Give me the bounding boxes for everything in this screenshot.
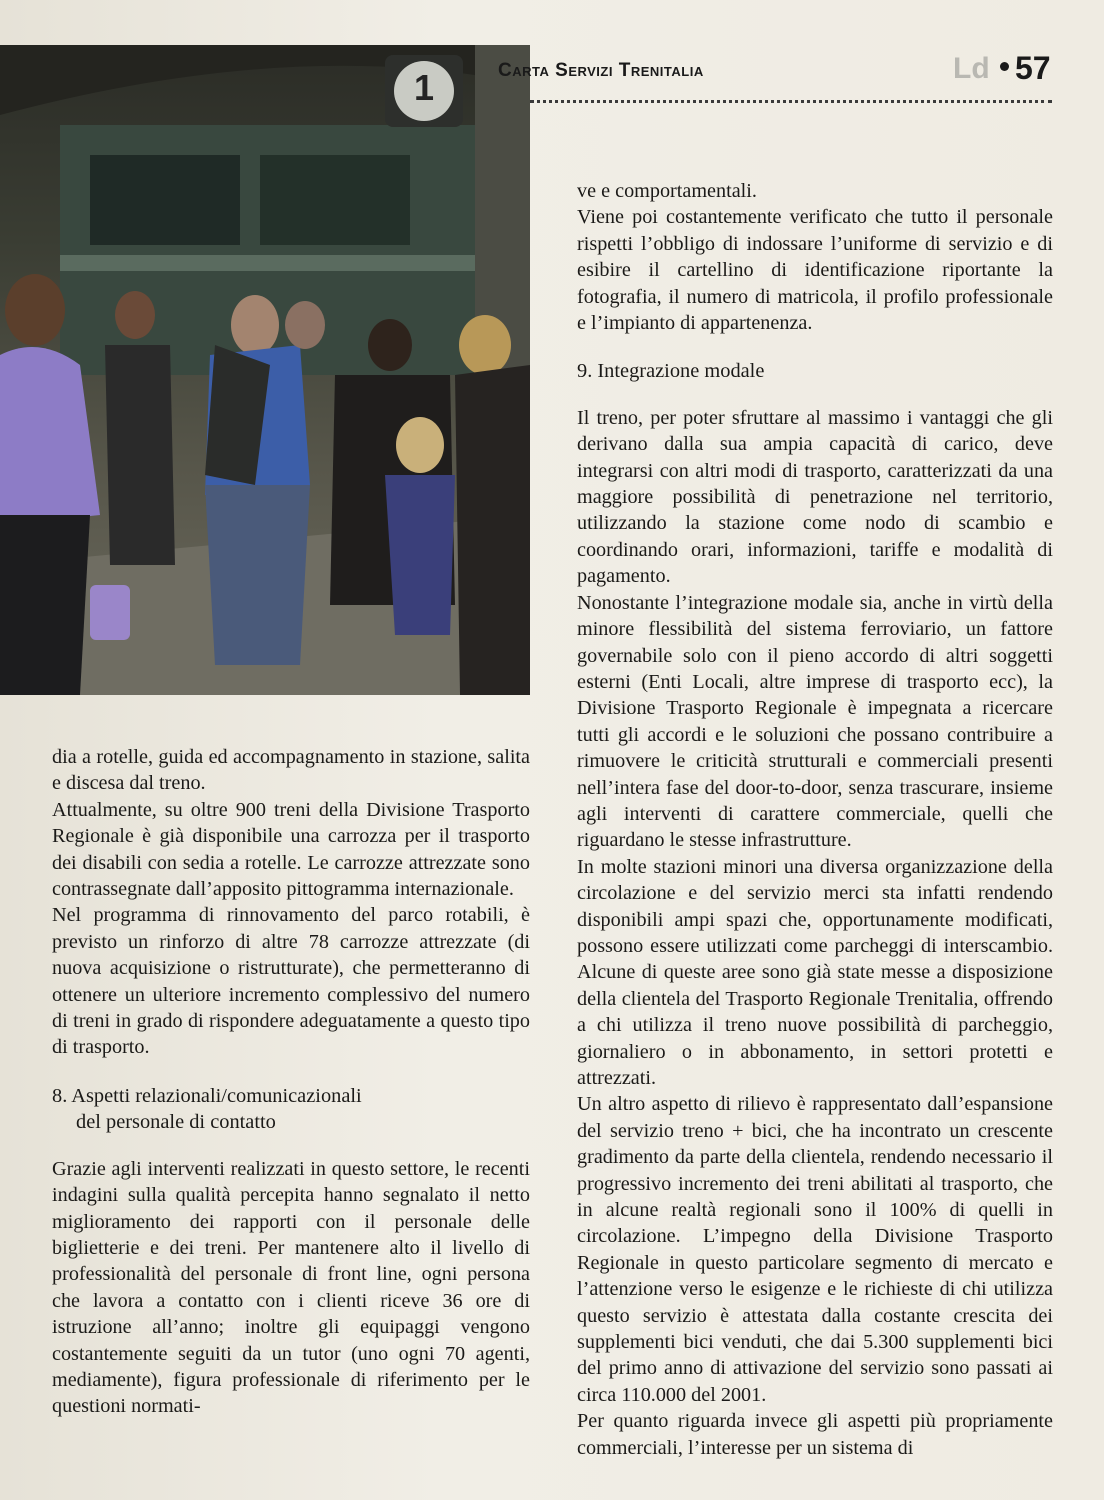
paragraph: Il treno, per poter sfruttare al massimo i vantaggi che gli derivano dalla sua ampia capacità di carico, deve integrarsi con altri modi di trasporto, caratterizzati da una maggiore possibilità di penetrazione nel territorio, utilizzando la stazione come nodo di scambio e coordinando orari, informazioni, tariffe e modalità di pagamento. bbox=[577, 406, 1053, 588]
section-heading-8 bbox=[52, 1083, 530, 1136]
paragraph: Nonostante l’integrazione modale sia, anche in virtù della minore flessibilità del sistema ferroviario, un fattore governabile solo con il pieno accordo di altri soggetti esterni (Enti Locali, altre imprese di trasporto ecc), la Divisione Trasporto Regionale è impegnata a ricercare tutti gli accordi e le soluzioni che possano contribuire a rimuovere le criticità strutturali e commerciali presenti nell’intera fase del door-to-door, senza trascurare, insieme agli interventi di carattere commerciale, quelli che riguardano le stesse infrastrutture. bbox=[577, 591, 1053, 852]
page-number: 57 bbox=[1015, 50, 1051, 86]
paragraph: Un altro aspetto di rilievo è rappresentato dall’espansione del servizio treno + bici, che ha incontrato un crescente gradimento da parte della clientela, rendendo necessario il progressivo incremento dei treni abilitati al trasporto, che in alcune realtà regionali sono il 100% di quelli in circolazione. L’impegno della Divisione Trasporto Regionale in questo particolare segmento di mercato e l’attenzione verso le esigenze e le richieste di chi utilizza questo servizio è attestata dalla costante crescita dei supplementi bici venduti, che dai 5.300 supplementi bici del primo anno di attivazione del servizio sono passati ai circa 110.000 del 2001. bbox=[577, 1093, 1053, 1406]
platform-photo-illustration bbox=[0, 45, 530, 695]
paragraph: In molte stazioni minori una diversa organizzazione della circolazione e del servizio merci sta infatti rendendo disponibili ampi spazi che, opportunamente modificati, possono essere utilizzati come parcheggi di interscambio. Alcune di queste aree sono già state messe a disposizione della clientela del Trasporto Regionale Trenitalia, offrendo a chi utilizza il treno nuove possibilità di parcheggio, giornaliero o in abbonamento, in settori protetti e attrezzati. bbox=[577, 855, 1053, 1089]
paragraph: Grazie agli interventi realizzati in questo settore, le recenti indagini sulla qualità percepita hanno segnalato il netto miglioramento dei rapporti con il personale delle biglietterie e dei treni. Per mantenere alto il livello di professionalità del personale di front line, ogni persona che lavora a contatto con i clienti riceve 36 ore di istruzione all’anno; inoltre gli equipaggi vengono costantemente seguiti da un tutor (uno ogni 70 agenti, mediamente), figura professionale di riferimento per le questioni normati- bbox=[52, 1157, 530, 1418]
paragraph: dia a rotelle, guida ed accompagnamento in stazione, salita e discesa dal treno. bbox=[52, 746, 530, 795]
heading-line: del personale di contatto bbox=[76, 1111, 276, 1134]
paragraph: Attualmente, su oltre 900 treni della Divisione Trasporto Regionale è già disponibile una carrozza per il trasporto dei disabili con sedia a rotelle. Le carrozze attrezzate sono contrassegnate dall’apposito pittogramma internazionale. bbox=[52, 798, 530, 901]
header-bullet-icon bbox=[1000, 62, 1009, 71]
dotted-rule bbox=[530, 100, 1052, 103]
running-header-title: Carta Servizi Trenitalia bbox=[498, 60, 704, 81]
paragraph: ve e comportamentali. bbox=[577, 180, 757, 202]
right-column bbox=[577, 178, 1053, 1461]
paragraph: Viene poi costantemente verificato che tutto il personale rispetti l’obbligo di indossare l’uniforme di servizio e di esibire il cartellino di identificazione riportante la fotografia, il numero di matricola, il profilo professionale e l’impianto di appartenenza. bbox=[577, 206, 1053, 335]
platform-sign-number: 1 bbox=[413, 67, 435, 108]
left-column bbox=[52, 744, 530, 1420]
paragraph: Per quanto riguarda invece gli aspetti più propriamente commerciali, l’interesse per un sistema di bbox=[577, 1410, 1053, 1459]
section-heading-9: 9. Integrazione modale bbox=[577, 360, 765, 383]
magazine-logo: Ld bbox=[953, 52, 990, 85]
heading-line: 8. Aspetti relazionali/comunicazionali bbox=[52, 1084, 362, 1107]
platform-photo bbox=[0, 45, 530, 695]
paragraph: Nel programma di rinnovamento del parco rotabili, è previsto un rinforzo di altre 78 carrozze attrezzate (di nuova acquisizione o ristrutturate), che permetteranno di ottenere un ulteriore incremento complessivo del numero di treni in grado di rispondere adeguatamente a questo tipo di trasporto. bbox=[52, 904, 530, 1059]
